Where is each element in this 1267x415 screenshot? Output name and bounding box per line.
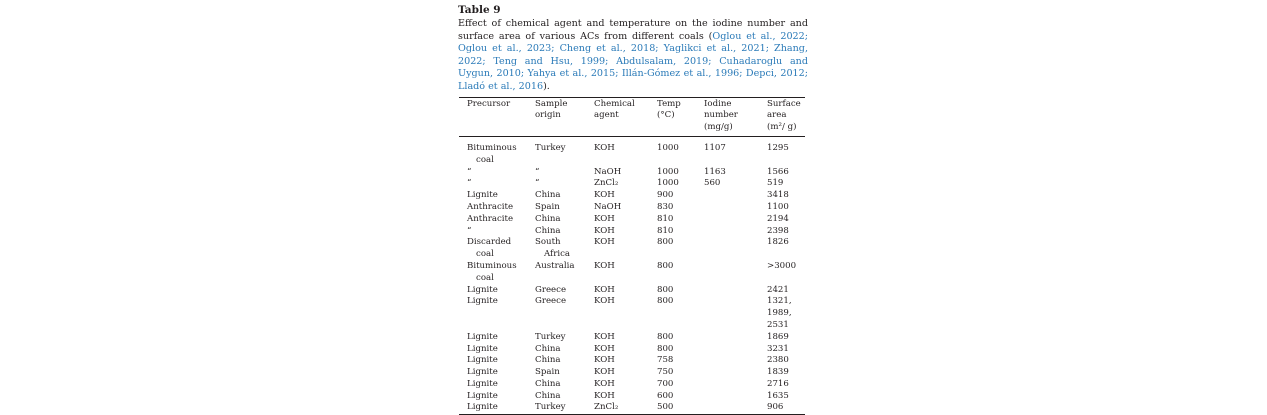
cell-surface-area: [759, 190, 805, 202]
cell-temp: [649, 367, 696, 379]
table-row: [459, 178, 805, 190]
cell-surface-area: [759, 214, 805, 226]
cell-temp-text: 800: [657, 296, 674, 307]
cell-surface-area-text: 519: [767, 178, 784, 189]
cell-precursor: [459, 391, 527, 403]
cell-surface-area-text: 1826: [767, 237, 789, 248]
cell-sample-origin-text: China: [535, 190, 561, 201]
cell-precursor: [459, 214, 527, 226]
cell-sample-origin: [527, 296, 586, 331]
cell-temp: [649, 391, 696, 403]
cell-precursor-text: “: [467, 225, 472, 236]
header-surface-area: Surface area (m²/ g): [767, 98, 801, 133]
cell-surface-area-text: 2716: [767, 378, 789, 389]
cell-temp: [649, 285, 696, 297]
cell-precursor-text: Anthracite: [467, 213, 514, 224]
cell-precursor-text: “: [467, 178, 472, 189]
caption-text: Effect of chemical agent and temperature on the iodine number and surface area of various ACs from different coals (: [458, 18, 808, 42]
table-row: [459, 226, 805, 238]
cell-surface-area-text: 1100: [767, 201, 789, 212]
cell-temp: [649, 237, 696, 261]
cell-precursor: [459, 178, 527, 190]
cell-chemical-agent-text: KOH: [594, 142, 615, 153]
table-block: [458, 4, 808, 415]
header-precursor: Precursor: [467, 98, 511, 109]
cell-iodine-number: [696, 261, 759, 285]
cell-precursor: [459, 190, 527, 202]
cell-surface-area-text: 1295: [767, 142, 789, 153]
cell-chemical-agent-text: KOH: [594, 190, 615, 201]
cell-sample-origin-text: Spain: [535, 367, 560, 378]
cell-temp: [649, 226, 696, 238]
cell-chemical-agent: [586, 391, 649, 403]
cell-sample-origin-text: “: [535, 166, 540, 177]
table-row: [459, 136, 805, 166]
cell-chemical-agent-text: NaOH: [594, 166, 622, 177]
cell-sample-origin-text: Turkey: [535, 331, 566, 342]
cell-chemical-agent: [586, 296, 649, 331]
cell-surface-area-text: 3418: [767, 190, 789, 201]
cell-sample-origin-text: Greece: [535, 284, 567, 295]
cell-surface-area: [759, 344, 805, 356]
cell-sample-origin: [527, 391, 586, 403]
cell-temp-text: 800: [657, 284, 674, 295]
cell-iodine-number: [696, 355, 759, 367]
cell-precursor: [459, 367, 527, 379]
cell-sample-origin-text: China: [535, 213, 561, 224]
table-row: [459, 190, 805, 202]
cell-precursor-text: Bituminous coal: [467, 260, 517, 283]
cell-sample-origin-text: China: [535, 343, 561, 354]
cell-surface-area-text: 1321, 1989, 2531: [767, 296, 792, 330]
cell-sample-origin: [527, 190, 586, 202]
cell-surface-area-text: 1566: [767, 166, 789, 177]
cell-surface-area: [759, 402, 805, 414]
cell-precursor: [459, 344, 527, 356]
cell-temp: [649, 344, 696, 356]
cell-temp: [649, 214, 696, 226]
cell-chemical-agent-text: KOH: [594, 296, 615, 307]
cell-sample-origin-text: China: [535, 355, 561, 366]
cell-sample-origin: [527, 202, 586, 214]
cell-temp-text: 700: [657, 378, 674, 389]
cell-surface-area-text: 2194: [767, 213, 789, 224]
cell-sample-origin-text: Australia: [535, 260, 575, 271]
cell-chemical-agent: [586, 332, 649, 344]
table-row: [459, 202, 805, 214]
cell-precursor-text: Discarded coal: [467, 237, 512, 260]
cell-iodine-number: [696, 214, 759, 226]
table-row: [459, 332, 805, 344]
cell-precursor-text: Lignite: [467, 367, 498, 378]
cell-surface-area-text: 1869: [767, 331, 789, 342]
cell-iodine-number: [696, 285, 759, 297]
cell-chemical-agent-text: NaOH: [594, 201, 622, 212]
cell-surface-area-text: 2398: [767, 225, 789, 236]
cell-precursor-text: Lignite: [467, 284, 498, 295]
cell-chemical-agent: [586, 355, 649, 367]
table-row: [459, 402, 805, 414]
cell-temp: [649, 261, 696, 285]
cell-surface-area-text: 906: [767, 402, 784, 413]
cell-temp: [649, 379, 696, 391]
cell-temp-text: 1000: [657, 166, 679, 177]
table-row: [459, 296, 805, 331]
cell-precursor: [459, 202, 527, 214]
cell-iodine-number: [696, 178, 759, 190]
cell-chemical-agent: [586, 237, 649, 261]
cell-chemical-agent-text: KOH: [594, 390, 615, 401]
cell-iodine-number: [696, 202, 759, 214]
cell-temp-text: 1000: [657, 178, 679, 189]
cell-precursor-text: Lignite: [467, 355, 498, 366]
cell-temp-text: 830: [657, 201, 674, 212]
cell-chemical-agent: [586, 367, 649, 379]
cell-chemical-agent: [586, 202, 649, 214]
cell-chemical-agent-text: KOH: [594, 213, 615, 224]
cell-sample-origin: [527, 214, 586, 226]
cell-precursor: [459, 237, 527, 261]
cell-chemical-agent-text: KOH: [594, 260, 615, 271]
table-row: [459, 261, 805, 285]
cell-temp-text: 900: [657, 190, 674, 201]
cell-temp: [649, 167, 696, 179]
cell-sample-origin: [527, 178, 586, 190]
cell-temp-text: 1000: [657, 142, 679, 153]
cell-iodine-number: [696, 391, 759, 403]
table-row: [459, 367, 805, 379]
cell-chemical-agent-text: ZnCl₂: [594, 178, 619, 189]
header-sample-origin: Sample origin: [535, 98, 568, 121]
cell-iodine-number-text: 1107: [704, 142, 726, 153]
table-caption: [458, 18, 808, 94]
cell-iodine-number-text: 1163: [704, 166, 726, 177]
cell-sample-origin-text: China: [535, 390, 561, 401]
cell-chemical-agent-text: KOH: [594, 378, 615, 389]
cell-surface-area: [759, 355, 805, 367]
table-body: [459, 136, 805, 414]
cell-surface-area: [759, 136, 805, 166]
cell-surface-area-text: 1839: [767, 367, 789, 378]
cell-precursor: [459, 355, 527, 367]
table-row: [459, 344, 805, 356]
cell-iodine-number: [696, 190, 759, 202]
cell-precursor: [459, 296, 527, 331]
cell-surface-area: [759, 178, 805, 190]
cell-iodine-number: [696, 226, 759, 238]
cell-precursor: [459, 285, 527, 297]
cell-temp: [649, 190, 696, 202]
cell-chemical-agent-text: KOH: [594, 331, 615, 342]
cell-surface-area: [759, 296, 805, 331]
cell-surface-area-text: >3000: [767, 260, 797, 271]
cell-precursor-text: Anthracite: [467, 201, 514, 212]
cell-chemical-agent-text: KOH: [594, 343, 615, 354]
cell-chemical-agent: [586, 226, 649, 238]
cell-precursor: [459, 379, 527, 391]
cell-precursor: [459, 261, 527, 285]
cell-precursor-text: Lignite: [467, 378, 498, 389]
cell-surface-area: [759, 391, 805, 403]
cell-precursor: [459, 136, 527, 166]
cell-temp-text: 758: [657, 355, 674, 366]
cell-surface-area: [759, 167, 805, 179]
cell-temp-text: 800: [657, 260, 674, 271]
cell-chemical-agent: [586, 178, 649, 190]
cell-precursor-text: Lignite: [467, 331, 498, 342]
table-row: [459, 285, 805, 297]
cell-surface-area-text: 1635: [767, 390, 789, 401]
cell-surface-area-text: 2380: [767, 355, 789, 366]
cell-iodine-number: [696, 367, 759, 379]
cell-sample-origin: [527, 379, 586, 391]
cell-surface-area-text: 3231: [767, 343, 789, 354]
cell-chemical-agent-text: KOH: [594, 367, 615, 378]
data-table: [459, 97, 805, 415]
cell-chemical-agent: [586, 261, 649, 285]
cell-iodine-number: [696, 402, 759, 414]
cell-sample-origin-text: South Africa: [535, 237, 571, 260]
cell-precursor: [459, 167, 527, 179]
cell-temp: [649, 296, 696, 331]
cell-iodine-number: [696, 296, 759, 331]
header-chemical-agent: Chemical agent: [594, 98, 635, 121]
cell-chemical-agent: [586, 379, 649, 391]
cell-chemical-agent: [586, 344, 649, 356]
cell-chemical-agent: [586, 167, 649, 179]
cell-precursor-text: “: [467, 166, 472, 177]
cell-temp: [649, 202, 696, 214]
cell-precursor: [459, 332, 527, 344]
cell-surface-area: [759, 237, 805, 261]
cell-sample-origin: [527, 136, 586, 166]
cell-chemical-agent-text: KOH: [594, 355, 615, 366]
cell-temp-text: 800: [657, 237, 674, 248]
table-row: [459, 355, 805, 367]
cell-precursor-text: Lignite: [467, 190, 498, 201]
cell-temp-text: 810: [657, 225, 674, 236]
header-temp: Temp (°C): [657, 98, 681, 121]
cell-temp-text: 750: [657, 367, 674, 378]
cell-sample-origin: [527, 261, 586, 285]
table-row: [459, 237, 805, 261]
cell-iodine-number: [696, 237, 759, 261]
cell-sample-origin-text: Greece: [535, 296, 567, 307]
cell-sample-origin-text: China: [535, 225, 561, 236]
cell-sample-origin: [527, 237, 586, 261]
cell-precursor-text: Lignite: [467, 343, 498, 354]
cell-temp: [649, 402, 696, 414]
header-iodine-number: Iodine number (mg/g): [704, 98, 738, 133]
cell-precursor-text: Lignite: [467, 296, 498, 307]
cell-precursor: [459, 226, 527, 238]
table-row: [459, 391, 805, 403]
cell-precursor: [459, 402, 527, 414]
cell-sample-origin-text: “: [535, 178, 540, 189]
cell-sample-origin: [527, 344, 586, 356]
cell-temp-text: 800: [657, 343, 674, 354]
cell-chemical-agent: [586, 402, 649, 414]
cell-temp-text: 500: [657, 402, 674, 413]
table-row: [459, 167, 805, 179]
cell-surface-area: [759, 367, 805, 379]
cell-surface-area: [759, 379, 805, 391]
cell-temp-text: 800: [657, 331, 674, 342]
table-row: [459, 379, 805, 391]
cell-iodine-number: [696, 344, 759, 356]
cell-iodine-number: [696, 332, 759, 344]
cell-surface-area: [759, 285, 805, 297]
cell-surface-area: [759, 226, 805, 238]
cell-sample-origin-text: China: [535, 378, 561, 389]
cell-sample-origin: [527, 367, 586, 379]
cell-iodine-number: [696, 136, 759, 166]
cell-chemical-agent: [586, 285, 649, 297]
cell-temp: [649, 178, 696, 190]
cell-chemical-agent-text: KOH: [594, 284, 615, 295]
cell-iodine-number-text: 560: [704, 178, 721, 189]
cell-surface-area-text: 2421: [767, 284, 789, 295]
cell-chemical-agent-text: ZnCl₂: [594, 402, 619, 413]
cell-chemical-agent-text: KOH: [594, 225, 615, 236]
caption-end: ).: [543, 80, 550, 92]
cell-chemical-agent: [586, 190, 649, 202]
table-label: Table 9: [458, 4, 501, 16]
cell-temp: [649, 136, 696, 166]
cell-iodine-number: [696, 167, 759, 179]
cell-chemical-agent: [586, 214, 649, 226]
cell-chemical-agent: [586, 136, 649, 166]
cell-chemical-agent-text: KOH: [594, 237, 615, 248]
cell-sample-origin-text: Turkey: [535, 402, 566, 413]
header-row: [459, 97, 805, 136]
cell-precursor-text: Bituminous coal: [467, 142, 517, 165]
cell-surface-area: [759, 332, 805, 344]
cell-sample-origin: [527, 285, 586, 297]
cell-sample-origin: [527, 402, 586, 414]
cell-precursor-text: Lignite: [467, 402, 498, 413]
cell-precursor-text: Lignite: [467, 390, 498, 401]
cell-sample-origin: [527, 355, 586, 367]
cell-sample-origin-text: Spain: [535, 201, 560, 212]
cell-temp-text: 810: [657, 213, 674, 224]
cell-sample-origin: [527, 167, 586, 179]
cell-sample-origin: [527, 332, 586, 344]
cell-temp: [649, 332, 696, 344]
cell-temp-text: 600: [657, 390, 674, 401]
caption-references[interactable]: Oglou et al., 2022; Oglou et al., 2023; Cheng et al., 2018; Yaglikci et al., 2021; Zhang, 2022; Teng and Hsu, 1999; Abdulsalam, 2019; Cuhadaroglu and Uygun, 2010; Yahya et al., 2015; Illán-Gómez et al., 1996; Depci, 2012; Lladó et al., 2016: [458, 30, 808, 92]
cell-surface-area: [759, 202, 805, 214]
cell-iodine-number: [696, 379, 759, 391]
cell-surface-area: [759, 261, 805, 285]
cell-sample-origin: [527, 226, 586, 238]
cell-temp: [649, 355, 696, 367]
cell-sample-origin-text: Turkey: [535, 142, 566, 153]
table-row: [459, 214, 805, 226]
